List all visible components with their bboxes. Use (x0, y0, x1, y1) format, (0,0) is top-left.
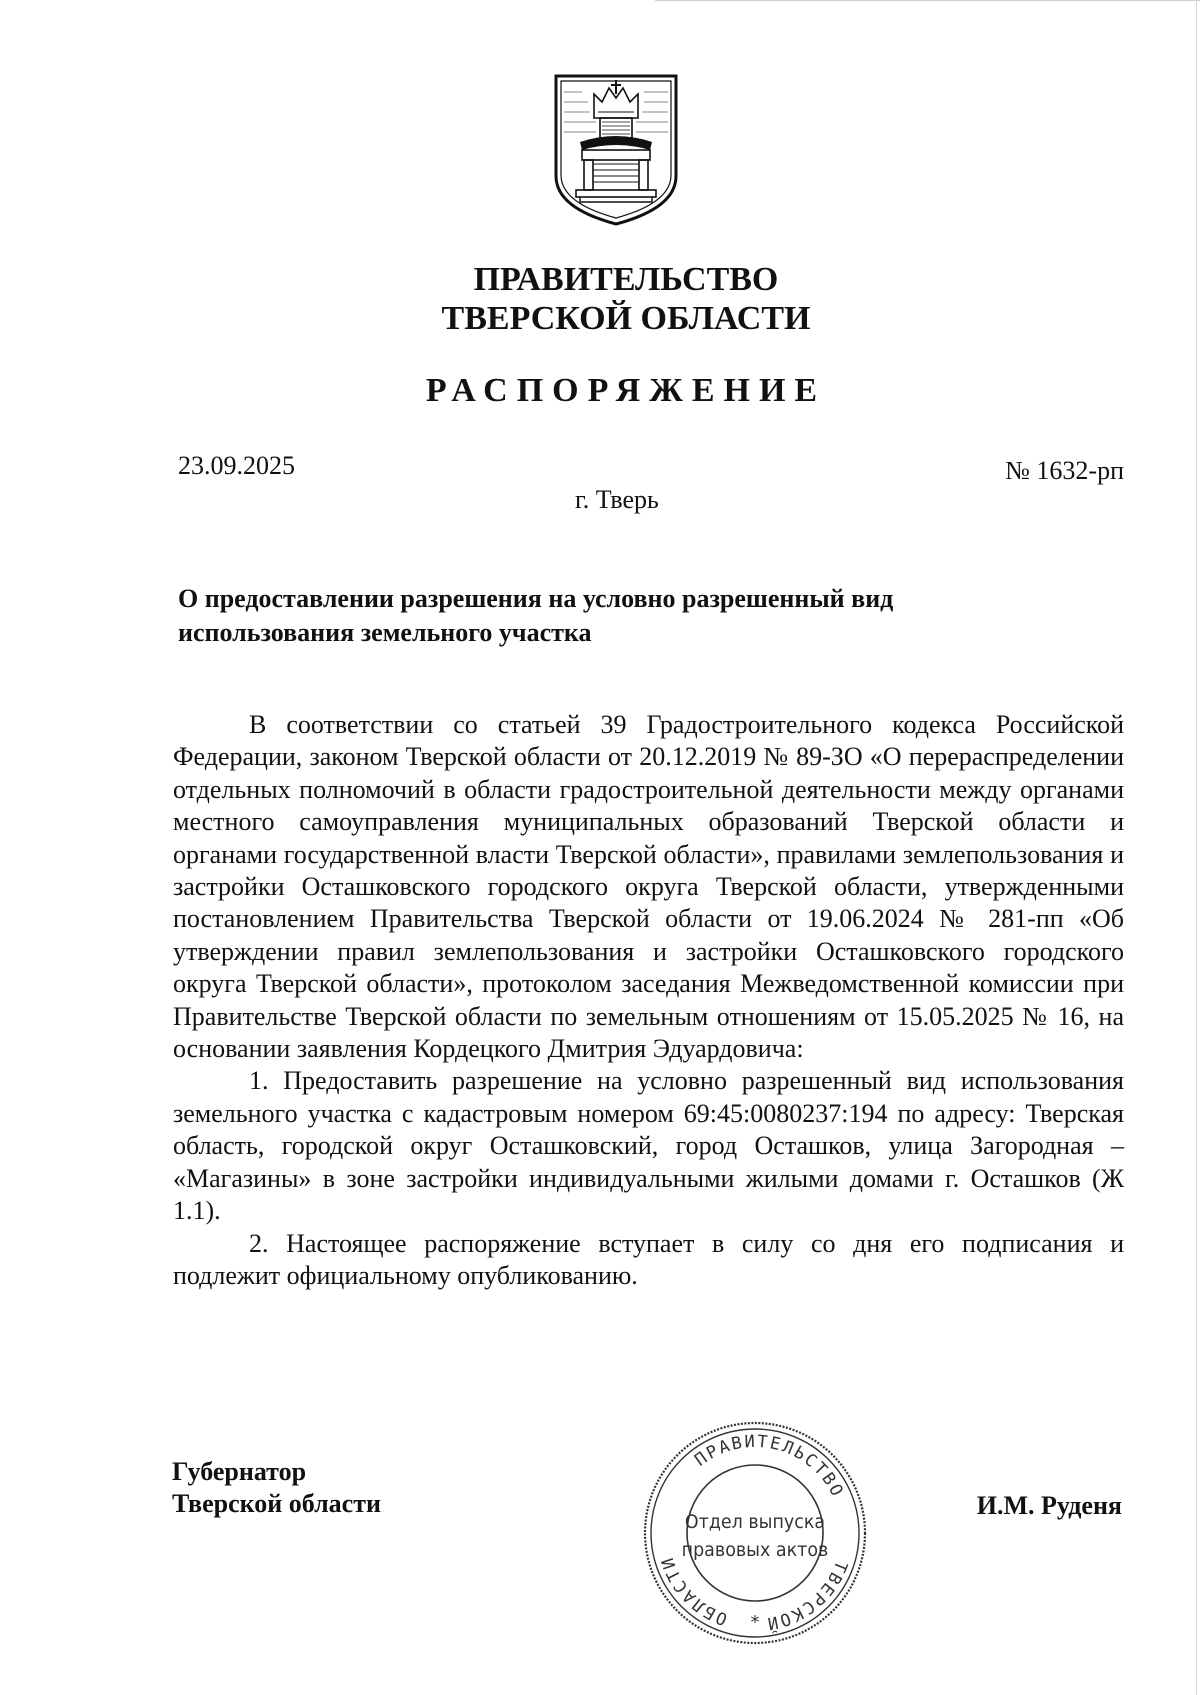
body-preamble: В соответствии со статьей 39 Градостроительного кодекса Российской Федерации, законом Тверской области от 20.12.2019 № 89-ЗО «О перераспределении отдельных полномочий в области градостроительной деятельности между органами местного самоуправления муниципальных образований Тверской области и органами государственной власти Тверской области», правилами землепользования и застройки Осташковского городского округа Тверской области, утвержденными постановлением Правительства Тверской области от 19.06.2024 № 281-пп «Об утверждении правил землепользования и застройки Осташковского городского округа Тверской области», протоколом заседания Межведомственной комиссии при Правительстве Тверской области по земельным отношениям от 15.05.2025 № 16, на основании заявления Кордецкого Дмитрия Эдуардовича: (173, 710, 1124, 1064)
government-title-line2: ТВЕРСКОЙ ОБЛАСТИ (441, 300, 811, 337)
body-item-1: 1. Предоставить разрешение на условно разрешенный вид использования земельного участка с кадастровым номером 69:45:0080237:194 по адресу: Тверская область, городской округ Осташковский, город Осташков, улица Загородная – «Магазины» в зоне застройки индивидуальными жилыми домами г. Осташков (Ж 1.1). (173, 1066, 1124, 1226)
signatory-name: И.М. Руденя (976, 1491, 1122, 1520)
document-subject: О предоставлении разрешения на условно разрешенный вид использования земельного участка (178, 584, 894, 647)
stamp-inner-line2: правовых актов (681, 1539, 829, 1562)
scan-edge-top (655, 0, 1200, 1)
government-title-line1: ПРАВИТЕЛЬСТВО (473, 261, 779, 298)
signatory-position-line2: Тверской области (172, 1489, 381, 1518)
stamp-ring-text-top: ТВЕРСКОЙ (764, 1557, 851, 1634)
stamp-ring-text-right: ОБЛАСТИ (657, 1553, 731, 1629)
document-number: № 1632-рп (1005, 456, 1124, 485)
tver-coat-of-arms-icon (552, 72, 680, 228)
stamp-star: * (750, 1612, 760, 1633)
signatory-position-line1: Губернатор (172, 1457, 307, 1486)
document-city: г. Тверь (575, 485, 659, 514)
signatory-position (172, 1456, 381, 1520)
stamp-inner-line1: Отдел выпуска (684, 1511, 826, 1534)
scan-edge-right (1196, 0, 1197, 1695)
official-stamp (640, 1418, 870, 1648)
stamp-ring-text-left: ПРАВИТЕЛЬСТВО (691, 1431, 848, 1502)
document-type-title: РАСПОРЯЖЕНИЕ (425, 372, 827, 409)
body-item-2: 2. Настоящее распоряжение вступает в силу со дня его подписания и подлежит официальному опубликованию. (173, 1228, 1124, 1290)
document-date: 23.09.2025 (178, 451, 295, 480)
document-body (173, 709, 1124, 1292)
